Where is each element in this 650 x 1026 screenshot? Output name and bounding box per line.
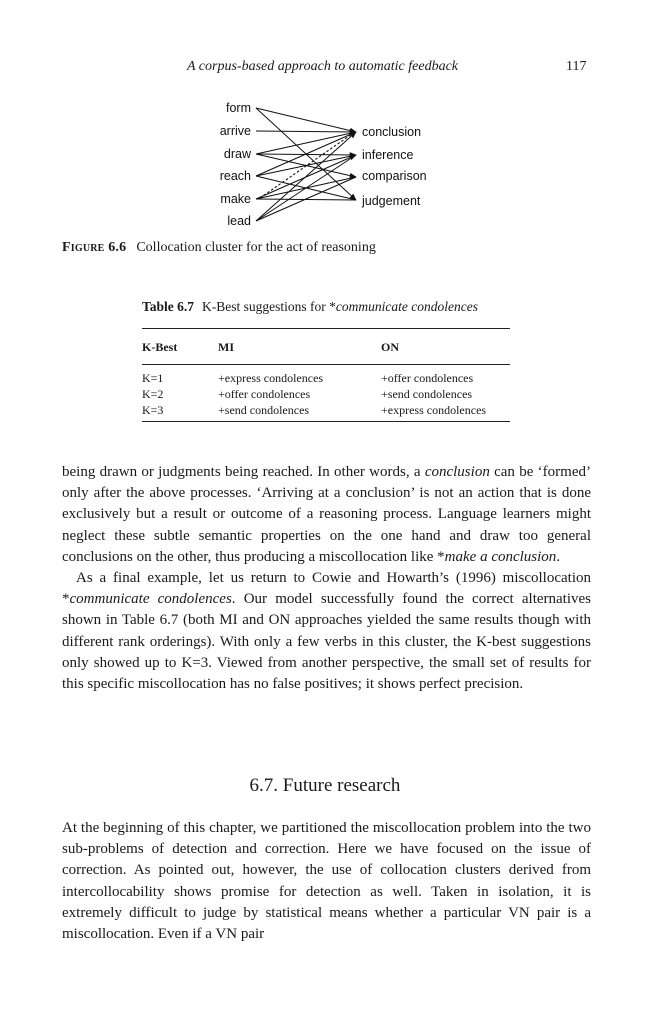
table-label: Table 6.7 <box>142 299 195 314</box>
noun-comparison: comparison <box>362 169 427 183</box>
table-cell: +express condolences <box>218 371 324 385</box>
noun-inference: inference <box>362 148 414 162</box>
header-mi: MI <box>218 329 381 365</box>
table-cell: K=3 <box>142 402 218 422</box>
running-title: A corpus-based approach to automatic feedback <box>187 59 459 74</box>
figure-caption <box>62 240 376 256</box>
text-run: . Our model successfully found the correct alternatives shown in Table 6.7 (both MI and ON approaches yielded the same results though with different rank orderings). With only a few verbs in this cluster, the K-best suggestions only showed up to K=3. Viewed from another perspective, the small set of results for this specific miscollocation has no false positives; it shows perfect precision. <box>62 591 591 693</box>
table-caption <box>142 299 478 315</box>
text-run: can be ‘formed’ only after the above processes. ‘Arriving at a conclusion’ is not an action that is done exclusively but a result or outcome of a reasoning process. Language learners might neglect these subtle semantic properties on the one hand and draw too general conclusions on the other, thus producing a miscollocation like * <box>62 464 591 565</box>
table-caption-term: communicate condolences <box>335 299 478 314</box>
header-kbest: K-Best <box>142 329 218 365</box>
table-cell: +send condolences <box>218 402 381 422</box>
verb-lead: lead <box>227 214 251 228</box>
verb-form: form <box>226 101 251 115</box>
header-on: ON <box>381 329 510 365</box>
table-caption-prefix: K-Best suggestions for * <box>202 299 336 314</box>
verb-arrive: arrive <box>219 124 251 138</box>
section-heading: 6.7. Future research <box>249 775 401 796</box>
table-cell: K=2 <box>142 387 164 401</box>
text-run: being drawn or judgments being reached. In other words, a <box>62 464 425 480</box>
collocation-diagram <box>60 96 590 236</box>
emphasis: make a conclusion <box>444 548 557 565</box>
body-text-lower <box>62 818 591 945</box>
table-header-row <box>142 329 510 365</box>
page-number: 117 <box>566 59 587 74</box>
figure-label: Figure 6.6 <box>62 240 127 255</box>
collocation-cluster-figure <box>60 96 590 236</box>
verb-make: make <box>220 192 251 206</box>
table-cell: +send condolences <box>381 387 473 401</box>
table-row <box>142 402 510 422</box>
paragraph-conclusion <box>62 462 591 568</box>
figure-caption-text: Collocation cluster for the act of reasoning <box>136 240 376 255</box>
body-text-upper <box>62 462 591 695</box>
paragraph-final-example <box>62 568 591 695</box>
verb-draw: draw <box>223 147 251 161</box>
noun-judgement: judgement <box>362 194 421 208</box>
emphasis: conclusion <box>424 464 490 480</box>
noun-conclusion: conclusion <box>362 125 422 139</box>
text-run: . <box>556 548 561 565</box>
paragraph-future-research: At the beginning of this chapter, we partitioned the miscollocation problem into the two sub-problems of detection and correction. Here we have focused on the issue of correction. As pointed out, however, the use of collocation clusters derived from intercollocability shows promise for detection as well. Taken in isolation, it is extremely difficult to judge by statistical means whether a particular VN pair is a miscollocation. Even if a VN pair <box>62 820 591 943</box>
kbest-table <box>142 328 510 422</box>
verb-reach: reach <box>219 169 251 183</box>
table-cell: +express condolences <box>381 402 510 422</box>
table-row <box>142 365 510 387</box>
table-cell: +offer condolences <box>218 387 311 401</box>
table-cell: +offer condolences <box>381 371 474 385</box>
collocation-links <box>256 108 356 221</box>
emphasis: communicate condolences <box>69 591 232 608</box>
table-row <box>142 386 510 402</box>
text-run: As a final example, let us return to Cowie and Howarth’s (1996) miscollocation * <box>62 570 591 608</box>
table-cell: K=1 <box>142 371 164 385</box>
